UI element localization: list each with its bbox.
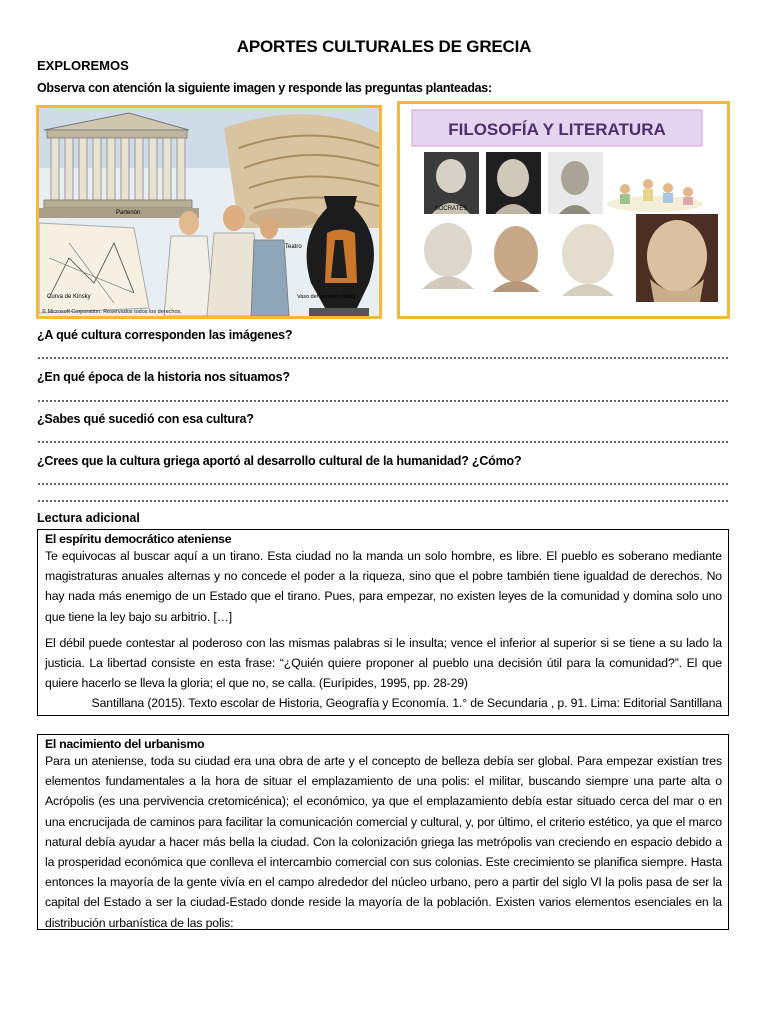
label-vaso: Vaso del período clásico	[297, 294, 357, 300]
reading-heading: Lectura adicional	[37, 511, 140, 525]
answer-line-3[interactable]	[37, 441, 729, 443]
box2-paragraph: Para un ateniense, toda su ciudad era una obra de arte y el concepto de belleza debía ser global. Para empezar existían tres elementos fundamentales a la hora de situar el emplazamiento de una polis: el militar, buscando siempre una parte alta o Acrópolis (es una pervivencia cretomicénica); el económico, ya que el emplazamiento debía estar situado cerca del mar o en una encrucijada de caminos para facilitar la comunicación comercial y cultural, y, por último, el criterio estético, ya que el marco natural debía ayudar a hacer más bella la ciudad. Con la colonización griega las metrópolis van creciendo en espacio debido a la prosperidad económica que conlleva el intercambio comercial con sus colonias. Este crecimiento se planifica siempre. Hasta entonces la mayoría de la gente vivía en el campo alrededor del núcleo urbano, pero a partir del siglo VI la polis pasa de ser la capital del Estado a ser la ciudad-Estado donde reside la mayoría de la población. Existen varios elementos esenciales en la distribución urbanística de las polis:	[45, 754, 722, 930]
label-partenon: Partenón	[116, 210, 141, 216]
banner-title: FILOSOFÍA Y LITERATURA	[448, 120, 666, 139]
socrates-caption: SÓCRATES	[434, 206, 468, 212]
box2-heading: El nacimiento del urbanismo	[45, 737, 205, 751]
greek-culture-illustration	[36, 105, 382, 319]
explore-heading: EXPLOREMOS	[37, 58, 129, 73]
box1-heading: El espíritu democrático ateniense	[45, 532, 232, 546]
instruction-text: Observa con atención la siguiente imagen y responde las preguntas planteadas:	[37, 81, 492, 95]
question-3: ¿Sabes qué sucedió con esa cultura?	[37, 412, 254, 426]
reading-box-urbanism	[37, 734, 729, 930]
page-title: APORTES CULTURALES DE GRECIA	[236, 37, 532, 56]
answer-line-2[interactable]	[37, 400, 729, 402]
label-copyright: © Microsoft Corporation. Reservados todos los derechos.	[42, 309, 182, 315]
answer-line-4b[interactable]	[37, 500, 729, 502]
box1-paragraph-2: El débil puede contestar al poderoso con las mismas palabras si le insulta; vence el inferior al superior si se tiene a su lado la justicia. La libertad consiste en esta frase: “¿Quién quiere proponer al pueblo una decisión útil para la comunidad?”. El que quiere hacerlo se lleva la gloria; el que no, se calla. (Eurípides, 1995, pp. 28-29)	[45, 635, 722, 691]
box1-citation: Santillana (2015). Texto escolar de Historia, Geografía y Economía. 1.° de Secundaria , p. 91. Lima: Editorial Santillana	[91, 696, 722, 711]
question-1: ¿A qué cultura corresponden las imágenes?	[37, 328, 293, 342]
greek-collage-image	[39, 108, 379, 316]
philosophers-busts-image	[400, 104, 727, 316]
label-curva: Curva de Kinsky	[47, 294, 91, 300]
answer-line-1[interactable]	[37, 357, 729, 359]
philosophy-literature-illustration	[397, 101, 730, 319]
reading-box-democracy	[37, 529, 729, 716]
question-4: ¿Crees que la cultura griega aportó al desarrollo cultural de la humanidad? ¿Cómo?	[37, 454, 522, 468]
box1-paragraph-1: Te equivocas al buscar aquí a un tirano. Esta ciudad no la manda un solo hombre, es libre. El pueblo es soberano mediante magistraturas anuales alternas y no concede el poder a la riqueza, sino que el pobre también tiene igualdad de derechos. No hay nada más enemigo de un Estado que el tirano. Pues, para empezar, no existen leyes de la comunidad y domina solo uno que tiene la ley bajo su arbitrio. […]	[45, 549, 722, 624]
label-teatro: Teatro	[285, 244, 302, 250]
answer-line-4a[interactable]	[37, 483, 729, 485]
question-2: ¿En qué época de la historia nos situamos?	[37, 370, 290, 384]
